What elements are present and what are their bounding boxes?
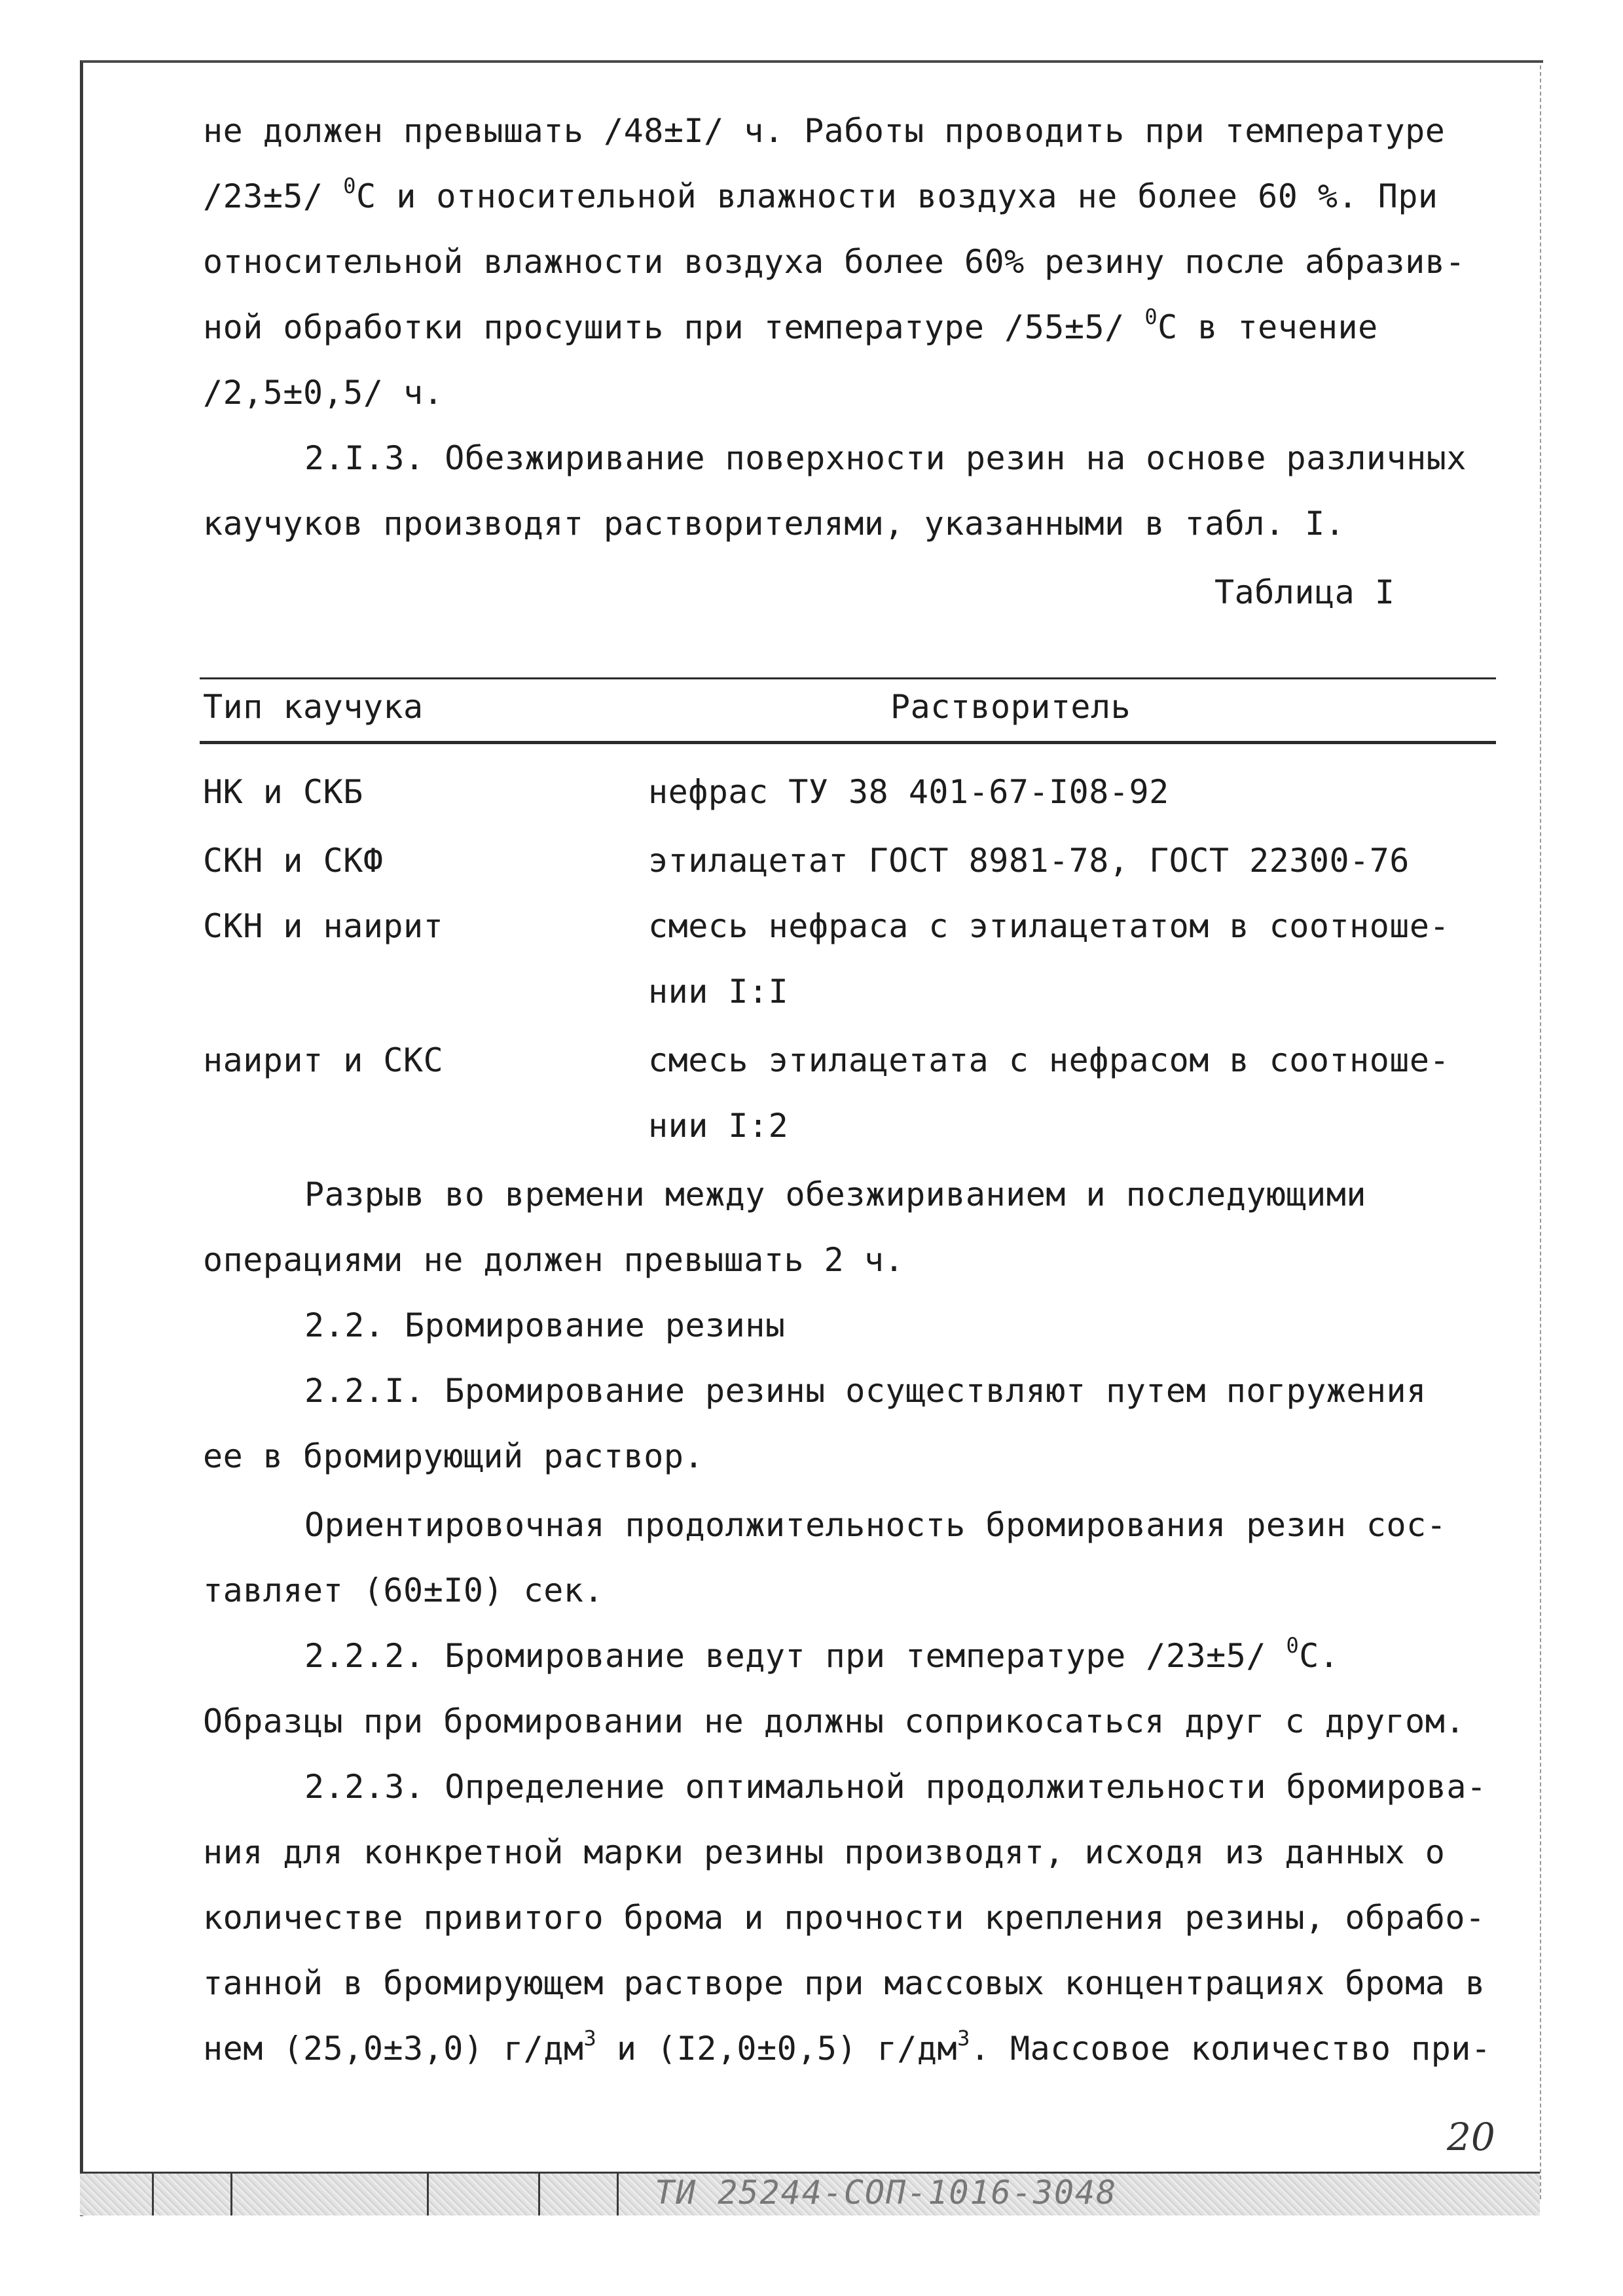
degree-mark: 0 (1286, 1633, 1300, 1658)
table-header-rule (200, 741, 1496, 744)
text-span: /23±5/ (203, 177, 344, 215)
text-line: Образцы при бромировании не должны соприкосаться друг с другом. (203, 1702, 1465, 1740)
text-line: каучуков производят растворителями, указанными в табл. I. (203, 505, 1345, 543)
text-span: C. (1299, 1637, 1340, 1675)
table-cell-solvent: нии I:I (648, 973, 789, 1011)
degree-mark: 0 (1144, 304, 1158, 329)
text-span: C и относительной влажности воздуха не более 60 %. При (356, 177, 1438, 215)
text-line (203, 304, 1378, 347)
stamp-cell (617, 2174, 619, 2215)
text-line: тавляет (60±I0) сек. (203, 1571, 604, 1609)
text-line: ния для конкретной марки резины производят, исходя из данных о (203, 1833, 1446, 1871)
text-line: количестве привитого брома и прочности крепления резины, обрабо- (203, 1899, 1486, 1937)
text-span: C в течение (1158, 308, 1378, 346)
table-cell-type: СКН и СКФ (203, 842, 384, 880)
table-cell-type: наирит и СКС (203, 1041, 444, 1079)
table-cell-solvent: этилацетат ГОСТ 8981-78, ГОСТ 22300-76 (648, 842, 1410, 880)
table-cell-solvent: нии I:2 (648, 1107, 789, 1145)
stamp-cell (427, 2174, 429, 2215)
text-line: 2.2.3. Определение оптимальной продолжительности бромирова- (304, 1768, 1487, 1806)
text-line: не должен превышать /48±I/ ч. Работы проводить при температуре (203, 112, 1446, 150)
table-header-solvent: Растворитель (890, 688, 1131, 726)
text-line: Ориентировочная продолжительность бромирования резин сос- (304, 1506, 1447, 1544)
text-line (203, 173, 1438, 216)
text-span: нем (25,0±3,0) г/дм (203, 2030, 584, 2068)
text-line: относительной влажности воздуха более 60% резину после абразив- (203, 243, 1465, 281)
table-top-rule (200, 677, 1496, 679)
text-line: танной в бромирующем растворе при массовых концентрациях брома в (203, 1964, 1486, 2002)
stamp-code: ТИ 25244-СОП-1016-3048 (655, 2174, 1118, 2212)
table-cell-type: СКН и наирит (203, 907, 444, 945)
text-line: операциями не должен превышать 2 ч. (203, 1241, 905, 1279)
text-span: ной обработки просушить при температуре /55±5/ (203, 308, 1145, 346)
superscript: 3 (583, 2026, 597, 2051)
text-line: /2,5±0,5/ ч. (203, 374, 444, 412)
table-cell-solvent: смесь нефраса с этилацетатом в соотноше- (648, 907, 1450, 945)
text-span: и (I2,0±0,5) г/дм (596, 2030, 958, 2068)
degree-mark: 0 (343, 173, 356, 198)
text-line: Разрыв во времени между обезжириванием и последующими (304, 1175, 1366, 1213)
stamp-cell (538, 2174, 540, 2215)
text-span: . Массовое количество при- (970, 2030, 1491, 2068)
text-line (304, 1633, 1340, 1676)
text-line: 2.2.I. Бромирование резины осуществляют путем погружения (304, 1372, 1427, 1410)
page-frame-right-edge (1540, 65, 1541, 2199)
page-number: 20 (1447, 2115, 1495, 2159)
table-cell-type: НК и СКБ (203, 773, 363, 811)
table-cell-solvent: смесь этилацетата с нефрасом в соотноше- (648, 1041, 1450, 1079)
table-caption: Таблица I (1214, 573, 1395, 611)
table-header-type: Тип каучука (203, 688, 424, 726)
text-line: 2.I.3. Обезжиривание поверхности резин на основе различных (304, 439, 1467, 477)
table-cell-solvent: нефрас ТУ 38 401-67-I08-92 (648, 773, 1169, 811)
text-line: ее в бромирующий раствор. (203, 1437, 704, 1475)
superscript: 3 (957, 2026, 970, 2051)
stamp-cell (230, 2174, 232, 2215)
stamp-cell (152, 2174, 154, 2215)
text-line (203, 2026, 1491, 2068)
text-span: 2.2.2. Бромирование ведут при температуре /23±5/ (304, 1637, 1286, 1675)
section-heading: 2.2. Бромирование резины (304, 1306, 786, 1344)
